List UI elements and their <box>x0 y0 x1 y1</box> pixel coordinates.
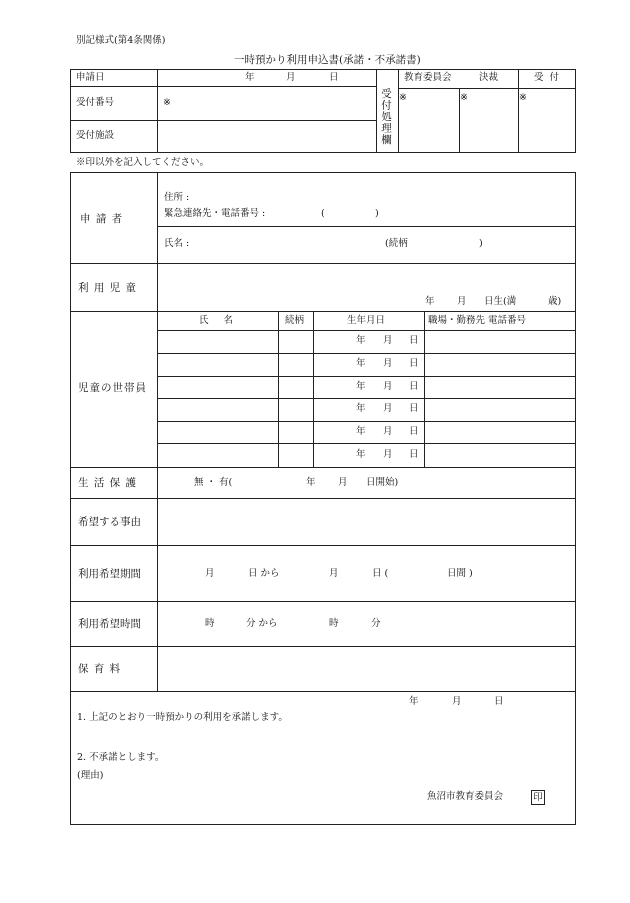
welfare-start: 日開始) <box>366 477 399 488</box>
app-date-day: 日 <box>329 72 339 83</box>
hh-header-birth: 生年月日 <box>347 315 386 326</box>
hh-row4-day: 日 <box>409 403 419 414</box>
child-label: 利 用 児 童 <box>78 282 138 294</box>
approval-year: 年 <box>409 696 419 707</box>
child-birth-day: 日生(満 <box>484 296 517 307</box>
time-hour-from: 時 <box>205 618 215 629</box>
applicant-name: 氏名 : <box>164 238 190 249</box>
hh-header-name: 氏 名 <box>199 315 240 326</box>
child-birth-year: 年 <box>425 296 435 307</box>
top-table <box>70 69 576 153</box>
hh-row5-month: 月 <box>383 426 393 437</box>
welfare-month: 月 <box>338 477 348 488</box>
period-month-to: 月 <box>329 568 339 579</box>
hh-header-relation: 続柄 <box>285 315 305 326</box>
period-label: 利用希望期間 <box>78 568 141 580</box>
issuer-name: 魚沼市教育委員会 <box>427 791 504 802</box>
approval-month: 月 <box>452 696 462 707</box>
receipt-number-mark: ※ <box>163 97 171 108</box>
deny-reason-label: (理由) <box>77 770 104 781</box>
welfare-year: 年 <box>306 477 316 488</box>
approval-day: 日 <box>494 696 504 707</box>
fee-label: 保 育 料 <box>78 663 122 675</box>
mark-board: ※ <box>399 92 407 103</box>
hh-row2-year: 年 <box>356 358 366 369</box>
application-date-label: 申請日 <box>76 72 105 83</box>
mark-receipt: ※ <box>519 92 527 103</box>
receipt-number-label: 受付番号 <box>76 97 115 108</box>
applicant-label: 申 請 者 <box>80 213 124 225</box>
time-minute-to: 分 <box>371 618 381 629</box>
hh-row6-month: 月 <box>383 449 393 460</box>
child-birth-month: 月 <box>457 296 467 307</box>
household-label: 児童の世帯員 <box>78 382 147 394</box>
deny-statement: 2. 不承諾とします。 <box>77 752 165 763</box>
applicant-contact: 緊急連絡先・電話番号 : <box>164 208 266 219</box>
relation-open: (続柄 <box>385 238 408 249</box>
hh-row3-year: 年 <box>356 381 366 392</box>
hh-row4-year: 年 <box>356 403 366 414</box>
hh-row3-day: 日 <box>409 381 419 392</box>
hh-row2-month: 月 <box>383 358 393 369</box>
form-title: 一時預かり利用申込書(承諾・不承諾書) <box>234 54 421 66</box>
hh-row4-month: 月 <box>383 403 393 414</box>
col-board: 教育委員会 <box>404 72 452 83</box>
mark-decision: ※ <box>460 92 468 103</box>
period-day-to: 日 ( <box>372 568 389 579</box>
fill-note: ※印以外を記入してください。 <box>76 157 210 168</box>
hh-row6-day: 日 <box>409 449 419 460</box>
hh-row2-day: 日 <box>409 358 419 369</box>
time-hour-to: 時 <box>329 618 339 629</box>
child-age-close: 歳) <box>548 296 562 307</box>
app-date-month: 月 <box>286 72 296 83</box>
hh-row1-year: 年 <box>356 335 366 346</box>
hh-row6-year: 年 <box>356 449 366 460</box>
hh-row1-day: 日 <box>409 335 419 346</box>
facility-label: 受付施設 <box>76 130 115 141</box>
hh-row5-day: 日 <box>409 426 419 437</box>
processing-label: 受付処理欄 <box>380 88 393 146</box>
relation-close: ) <box>479 238 483 249</box>
period-month-from: 月 <box>205 568 215 579</box>
period-day-from: 日 から <box>248 568 280 579</box>
hh-row3-month: 月 <box>383 381 393 392</box>
time-label: 利用希望時間 <box>78 618 141 630</box>
reason-label: 希望する事由 <box>78 516 141 528</box>
time-minute-from: 分 から <box>246 618 278 629</box>
hh-header-work: 職場・勤務先 電話番号 <box>428 315 527 326</box>
contact-paren-close: ) <box>375 208 379 219</box>
col-receipt: 受付 <box>534 72 566 83</box>
col-decision: 決裁 <box>479 72 499 83</box>
seal-mark: 印 <box>531 790 545 805</box>
form-number: 別記様式(第4条関係) <box>76 35 166 46</box>
welfare-options: 無 ・ 有( <box>194 477 233 488</box>
approve-statement: 1. 上記のとおり一時預かりの利用を承諾します。 <box>77 712 288 723</box>
period-days: 日間 ) <box>447 568 473 579</box>
contact-paren-open: ( <box>321 208 325 219</box>
hh-row5-year: 年 <box>356 426 366 437</box>
hh-row1-month: 月 <box>383 335 393 346</box>
applicant-address: 住所 : <box>164 192 190 203</box>
welfare-label: 生 活 保 護 <box>78 477 138 489</box>
app-date-year: 年 <box>245 72 255 83</box>
